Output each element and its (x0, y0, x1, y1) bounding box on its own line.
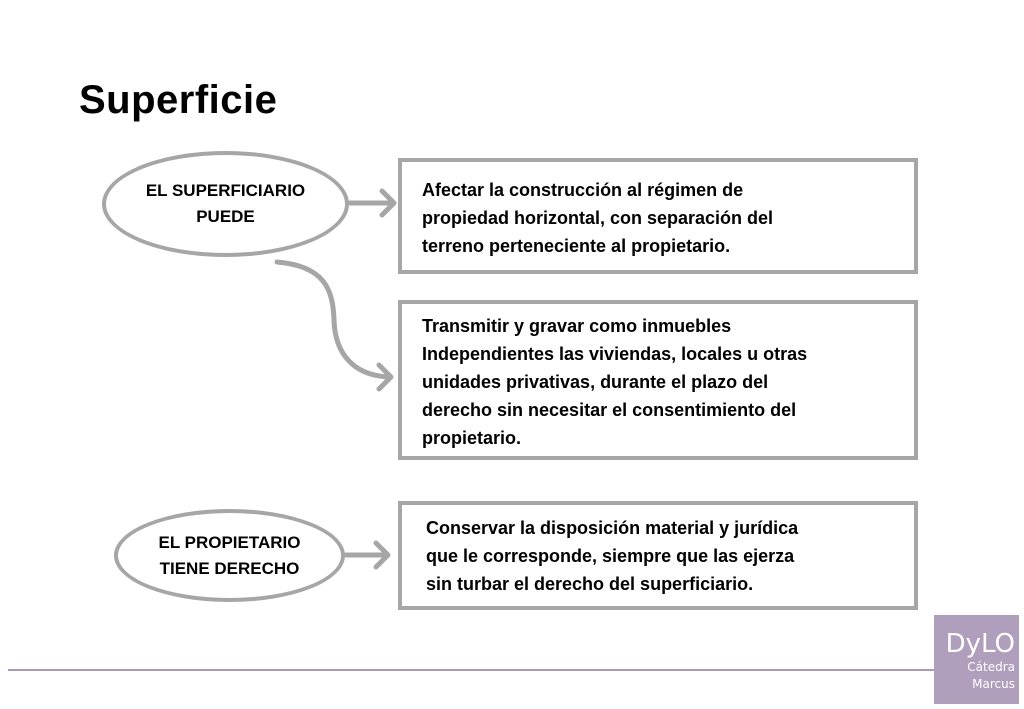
logo-subtitle-line: Cátedra (967, 660, 1015, 674)
slide-title: Superficie (79, 78, 278, 122)
box-conservar-disposicion (398, 501, 918, 610)
box-text-line: propiedad horizontal, con separación del (422, 208, 774, 228)
box-text-line: sin turbar el derecho del superficiario. (426, 574, 754, 594)
box-text-line: Transmitir y gravar como inmuebles (422, 316, 732, 336)
box-text-line: Independientes las viviendas, locales u otras (422, 344, 808, 364)
logo-main-text: DyLO (945, 629, 1015, 659)
box-transmitir-y-gravar (398, 300, 918, 460)
node-label-line: PUEDE (196, 207, 255, 226)
node-el-superficiario-puede (102, 151, 349, 257)
box-text-line: terreno perteneciente al propietario. (422, 236, 731, 256)
arrow-superficiario-to-afectar (350, 191, 394, 215)
dylo-catedra-marcus-logo (934, 615, 1019, 704)
arrow-superficiario-to-transmitir (277, 262, 391, 389)
box-text-line: Conservar la disposición material y jurídica (426, 518, 799, 538)
arrow-propietario-to-conservar (346, 543, 388, 567)
box-text-line: unidades privativas, durante el plazo del (422, 372, 769, 392)
node-el-propietario-tiene-derecho (114, 509, 345, 602)
box-afectar-construccion (398, 158, 918, 274)
box-text-line: Afectar la construcción al régimen de (422, 180, 744, 200)
footer-divider (8, 669, 934, 671)
box-text-line: que le corresponde, siempre que las ejerza (426, 546, 795, 566)
box-text-line: propietario. (422, 428, 522, 448)
node-label-line: TIENE DERECHO (159, 558, 300, 578)
node-label-line: EL PROPIETARIO (158, 532, 301, 552)
logo-subtitle-line: Marcus (972, 677, 1015, 691)
node-label-line: EL SUPERFICIARIO (145, 181, 306, 200)
box-text-line: derecho sin necesitar el consentimiento del (422, 400, 797, 420)
